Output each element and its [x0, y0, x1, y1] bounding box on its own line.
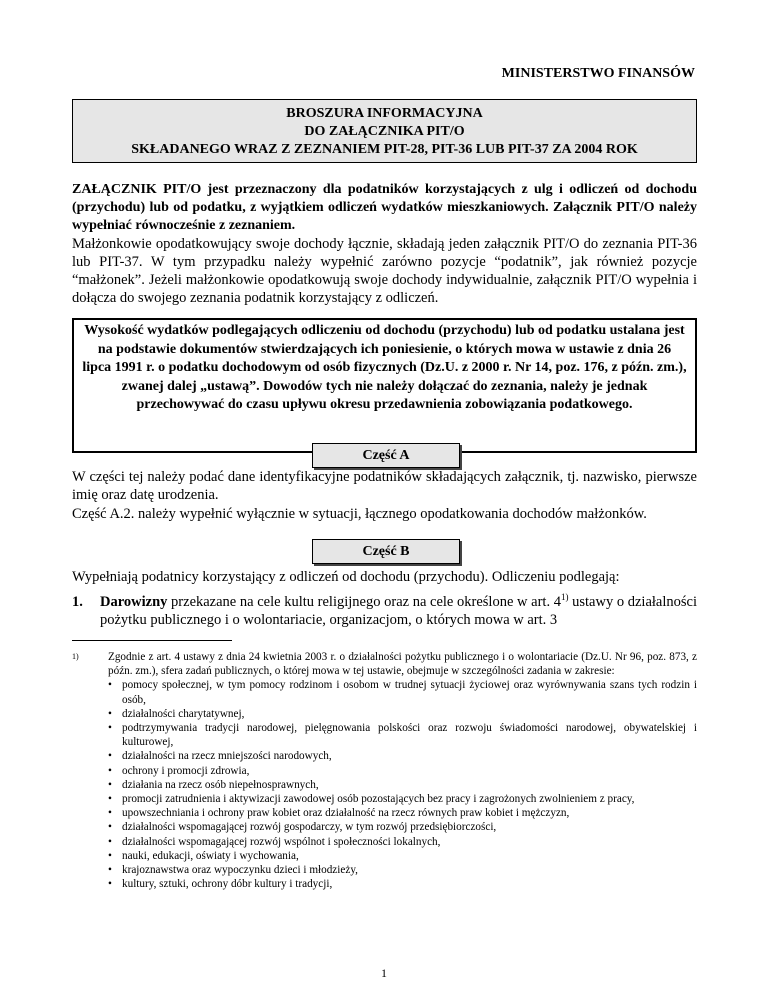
bullet-icon: •: [108, 722, 112, 735]
footnote-list-item-text: działalności wspomagającej rozwój gospodarczy, w tym rozwój przedsiębiorczości,: [122, 821, 497, 834]
footnote-list-item: [108, 806, 697, 820]
footnote-list-item-text: nauki, edukacji, oświaty i wychowania,: [122, 849, 299, 862]
section-a-text-1: W części tej należy podać dane identyfikacyjne podatników składających załącznik, tj. nazwisko, pierwsze imię oraz datę urodzenia.: [72, 469, 697, 503]
section-b-label: Część B: [312, 539, 460, 564]
footnote-list-item-text: krajoznawstwa oraz wypoczynku dzieci i młodzieży,: [122, 864, 358, 877]
footnote-list-item: [108, 721, 697, 749]
footnote-list-item-text: działania na rzecz osób niepełnosprawnych,: [122, 778, 319, 791]
intro-bold-paragraph: ZAŁĄCZNIK PIT/O jest przeznaczony dla podatników korzystających z ulg i odliczeń od dochodu (przychodu) lub od podatku, z wyjątkiem odliczeń wydatków mieszkaniowych. Załącznik PIT/O należy wypełniać równocześnie z zeznaniem.: [72, 182, 697, 233]
footnote-list-item: [108, 707, 697, 721]
spouses-paragraph: Małżonkowie opodatkowujący swoje dochody łącznie, składają jeden załącznik PIT/O do zeznania PIT-36 lub PIT-37. W tym przypadku należy wypełnić zarówno pozycje “podatnik”, jak również pozycje “małżonek”. Jeżeli małżonkowie opodatkowują swoje dochody indywidualnie, załącznik PIT/O wypełnia i dołącza do swojego zeznania podatnik korzystający z odliczeń.: [72, 236, 697, 306]
footnote-list-item-text: upowszechniania i ochrony praw kobiet oraz działalność na rzecz równych praw kobiet i mężczyzn,: [122, 807, 570, 820]
section-a-label: Część A: [312, 443, 460, 468]
footnote-list-item: [108, 877, 697, 891]
item-text-continued: ustawy o działalności pożytku publicznego i o wolontariacie, organizacjom, o których mowa w art. 3: [100, 594, 697, 628]
bullet-icon: •: [108, 849, 112, 862]
notice-box: [72, 318, 697, 453]
title-box: [72, 99, 697, 163]
ministry-header: MINISTERSTWO FINANSÓW: [501, 66, 695, 81]
bullet-icon: •: [108, 793, 112, 806]
title-line-1: BROSZURA INFORMACYJNA: [286, 106, 483, 121]
bullet-icon: •: [108, 707, 112, 720]
bullet-icon: •: [108, 750, 112, 763]
footnote-mark: 1): [72, 652, 79, 661]
title-line-2: DO ZAŁĄCZNIKA PIT/O: [304, 124, 465, 139]
footnote-intro: Zgodnie z art. 4 ustawy z dnia 24 kwietnia 2003 r. o działalności pożytku publicznego i o wolontariacie (Dz.U. Nr 96, poz. 873, z późn. zm.), sfera zadań publicznych, o której mowa w tej ustawie, obejmuje w szczególności zadania w zakresie:: [108, 651, 697, 678]
footnote-list-item: [108, 749, 697, 763]
footnote-list-item: [108, 849, 697, 863]
title-line-3: SKŁADANEGO WRAZ Z ZEZNANIEM PIT-28, PIT-36 LUB PIT-37 ZA 2004 ROK: [131, 142, 638, 157]
bullet-icon: •: [108, 764, 112, 777]
section-b-text: Wypełniają podatnicy korzystający z odliczeń od dochodu (przychodu). Odliczeniu podlegają:: [72, 569, 620, 585]
item-bold-term: Darowizny: [100, 594, 168, 610]
footnote-list-item-text: kultury, sztuki, ochrony dóbr kultury i tradycji,: [122, 878, 333, 891]
bullet-icon: •: [108, 835, 112, 848]
bullet-icon: •: [108, 679, 112, 692]
footnote-list-item-text: promocji zatrudnienia i aktywizacji zawodowej osób pozostających bez pracy i zagrożonych zwolnieniem z pracy,: [122, 793, 635, 806]
footnote-list-item-text: działalności charytatywnej,: [122, 707, 245, 720]
bullet-icon: •: [108, 878, 112, 891]
footnote-list-item: [108, 778, 697, 792]
bullet-icon: •: [108, 807, 112, 820]
page-number: 1: [381, 966, 387, 980]
footnote-list-item-text: ochrony i promocji zdrowia,: [122, 764, 250, 777]
list-item-number: 1.: [72, 594, 83, 610]
bullet-icon: •: [108, 821, 112, 834]
footnote-list-item: [108, 678, 697, 706]
footnote-list: [108, 678, 697, 891]
bullet-icon: •: [108, 778, 112, 791]
footnote-list-item: [108, 863, 697, 877]
section-a-text-2: Część A.2. należy wypełnić wyłącznie w sytuacji, łącznego opodatkowania dochodów małżonków.: [72, 506, 647, 522]
footnote-list-item-text: podtrzymywania tradycji narodowej, pielęgnowania polskości oraz rozwoju świadomości narodowej, obywatelskiej i kulturowej,: [122, 722, 697, 749]
footnote-reference: 1): [560, 592, 569, 603]
footnote-divider: [72, 640, 232, 641]
footnote-list-item: [108, 820, 697, 834]
footnote: [72, 650, 697, 891]
footnote-list-item-text: działalności na rzecz mniejszości narodowych,: [122, 750, 332, 763]
notice-text: Wysokość wydatków podlegających odliczeniu od dochodu (przychodu) lub od podatku ustalana jest na podstawie dokumentów stwierdzających ich poniesienie, o których mowa w ustawie z dnia 26 lipca 1991 r. o podatku dochodowym od osób fizycznych (Dz.U. z 2000 r. Nr 14, poz. 176, z późn. zm.), zwanej dalej „ustawą”. Dowodów tych nie należy dołączać do zeznania, należy je jednak przechowywać do czasu upływu okresu przedawnienia zobowiązania podatkowego.: [82, 323, 687, 412]
footnote-list-item-text: działalności wspomagającej rozwój wspólnot i społeczności lokalnych,: [122, 835, 441, 848]
item-text: przekazane na cele kultu religijnego oraz na cele określone w art. 4: [167, 594, 561, 610]
footnote-list-item: [108, 792, 697, 806]
bullet-icon: •: [108, 864, 112, 877]
footnote-list-item: [108, 764, 697, 778]
list-item-1: [72, 593, 697, 629]
footnote-list-item-text: pomocy społecznej, w tym pomocy rodzinom i osobom w trudnej sytuacji życiowej oraz wyrównywania szans tych rodzin i osób,: [122, 679, 697, 706]
footnote-list-item: [108, 835, 697, 849]
